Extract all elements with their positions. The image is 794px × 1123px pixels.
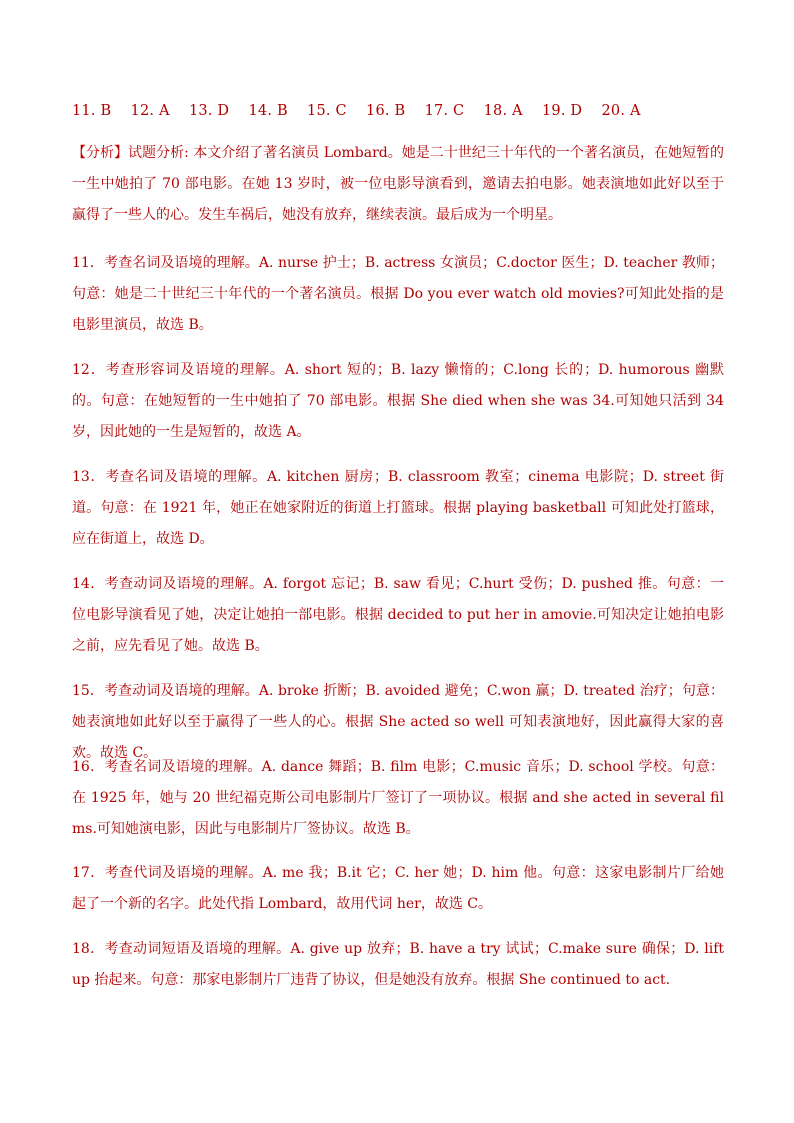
explanation-11: 11．考查名词及语境的理解。A. nurse 护士；B. actress 女演员；C.doctor 医生；D. teacher 教师；句意：她是二十世纪三十年代的一个著名演员。根据 Do you ever watch old movies?可知此处指的是电影里演员，故选 B。 xyxy=(72,255,724,333)
explanation-16: 16．考查名词及语境的理解。A. dance 舞蹈；B. film 电影；C.music 音乐；D. school 学校。句意：在 1925 年，她与 20 世纪福克斯公司电影制片厂签订了一项协议。根据 and she acted in several films.可知她演电影，因此与电影制片厂签协议。故选 B。 xyxy=(72,759,724,837)
analysis-tag: 【分析】 xyxy=(72,145,129,161)
analysis-text: 试题分析: 本文介绍了著名演员 Lombard。她是二十世纪三十年代的一个著名演员，在她短暂的一生中她拍了 70 部电影。在她 13 岁时，被一位电影导演看到，邀请去拍电影。她表演地如此好以至于赢得了一些人的心。发生车祸后，她没有放弃，继续表演。最后成为一个明星。 xyxy=(72,145,724,223)
explanation-15: 15．考查动词及语境的理解。A. broke 折断；B. avoided 避免；C.won 赢；D. treated 治疗；句意：她表演地如此好以至于赢得了一些人的心。根据 She acted so well 可知表演地好，因此赢得大家的喜欢。故选 C。 xyxy=(72,683,724,761)
explanation-18: 18．考查动词短语及语境的理解。A. give up 放弃；B. have a try 试试；C.make sure 确保；D. lift up 抬起来。句意：那家电影制片厂违背了协议，但是她没有放弃。根据 She continued to act. xyxy=(72,941,724,988)
answer-key-line: 11. B 12. A 13. D 14. B 15. C 16. B 17. C 18. A 19. D 20. A xyxy=(72,103,641,119)
explanation-14: 14．考查动词及语境的理解。A. forgot 忘记；B. saw 看见；C.hurt 受伤；D. pushed 推。句意：一位电影导演看见了她，决定让她拍一部电影。根据 decided to put her in amovie.可知决定让她拍电影之前，应先看见了她。故选 B。 xyxy=(72,576,724,654)
analysis-paragraph xyxy=(72,138,724,231)
explanation-13: 13．考查名词及语境的理解。A. kitchen 厨房；B. classroom 教室；cinema 电影院；D. street 街道。句意：在 1921 年，她正在她家附近的街道上打篮球。根据 playing basketball 可知此处打篮球，应在街道上，故选 D。 xyxy=(72,469,724,547)
explanation-17: 17．考查代词及语境的理解。A. me 我；B.it 它；C. her 她；D. him 他。句意：这家电影制片厂给她起了一个新的名字。此处代指 Lombard，故用代词 her，故选 C。 xyxy=(72,865,724,912)
explanation-12: 12．考查形容词及语境的理解。A. short 短的；B. lazy 懒惰的；C.long 长的；D. humorous 幽默的。句意：在她短暂的一生中她拍了 70 部电影。根据 She died when she was 34.可知她只活到 34 岁，因此她的一生是短暂的，故选 A。 xyxy=(72,362,724,440)
